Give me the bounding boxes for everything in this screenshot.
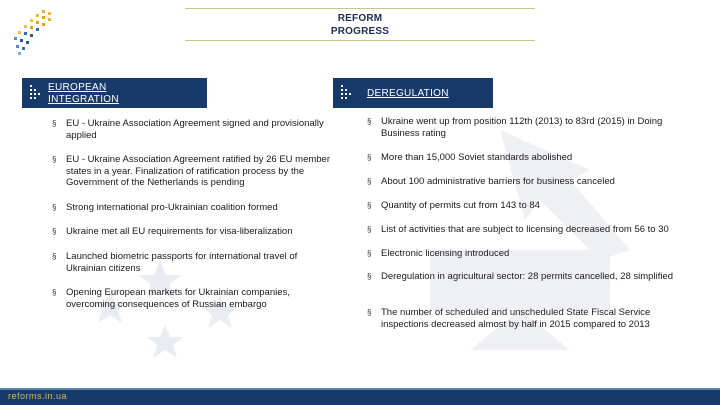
- list-item-text: EU - Ukraine Association Agreement ratified by 26 EU member states in a year. Finalization of ratification process by the Government of the Netherlands is pending: [66, 154, 331, 188]
- list-item: [367, 248, 509, 260]
- list-item: [52, 154, 332, 189]
- bullet-icon: §: [52, 288, 57, 297]
- list-item-text: Launched biometric passports for international travel of Ukrainian citizens: [66, 251, 298, 274]
- logo-dots-icon: [14, 10, 51, 55]
- bullet-arrow-icon: [30, 85, 42, 101]
- list-item: [52, 118, 332, 141]
- list-item-text: Deregulation in agricultural sector: 28 permits cancelled, 28 simplified: [381, 271, 674, 282]
- bullet-icon: §: [52, 252, 57, 261]
- european-integration-header: [22, 78, 207, 108]
- title-line-1: REFORM: [337, 13, 383, 24]
- bullet-icon: §: [52, 119, 57, 128]
- list-item-text: Ukraine met all EU requirements for visa-liberalization: [66, 226, 293, 237]
- bullet-icon: §: [367, 177, 372, 186]
- list-item: [367, 176, 615, 188]
- title-text: [185, 9, 535, 40]
- list-item: [367, 200, 540, 212]
- bullet-icon: §: [367, 249, 372, 258]
- list-item-text: Quantity of permits cut from 143 to 84: [381, 200, 540, 211]
- european-integration-title: EUROPEAN INTEGRATION: [48, 82, 119, 105]
- bullet-icon: §: [52, 203, 57, 212]
- bullet-icon: §: [367, 308, 372, 317]
- list-item-text: Strong international pro-Ukrainian coalition formed: [66, 202, 278, 213]
- list-item-text: Electronic licensing introduced: [381, 248, 510, 259]
- bullet-icon: §: [367, 153, 372, 162]
- bullet-arrow-icon: [341, 85, 353, 101]
- list-item: [367, 307, 697, 330]
- title-line-2: PROGRESS: [330, 26, 390, 37]
- title-rule-bottom: [185, 40, 535, 41]
- bullet-icon: §: [52, 227, 57, 236]
- list-item: [367, 116, 697, 139]
- footer-stripe: [0, 388, 720, 390]
- footer-url[interactable]: reforms.in.ua: [8, 391, 68, 401]
- list-item-text: Ukraine went up from position 112th (2013) to 83rd (2015) in Doing Business rating: [381, 116, 663, 139]
- list-item-text: Opening European markets for Ukrainian companies, overcoming consequences of Russian embargo: [66, 287, 290, 310]
- bullet-icon: §: [367, 272, 372, 281]
- list-item: [367, 271, 673, 283]
- list-item: [52, 287, 332, 310]
- list-item: [52, 226, 293, 238]
- list-item-text: More than 15,000 Soviet standards abolished: [381, 152, 573, 163]
- list-item-text: About 100 administrative barriers for business canceled: [381, 176, 615, 187]
- deregulation-title: DEREGULATION: [367, 88, 449, 99]
- list-item-text: List of activities that are subject to licensing decreased from 56 to 30: [381, 224, 669, 235]
- list-item-text: The number of scheduled and unscheduled State Fiscal Service inspections decreased almost by half in 2015 compared to 2013: [381, 307, 651, 330]
- list-item: [367, 152, 572, 164]
- deregulation-header: [333, 78, 493, 108]
- reforms-logo: [8, 6, 62, 60]
- bullet-icon: §: [367, 117, 372, 126]
- bullet-icon: §: [367, 225, 372, 234]
- list-item: [367, 224, 669, 236]
- list-item: [52, 251, 332, 274]
- list-item-text: EU - Ukraine Association Agreement signed and provisionally applied: [66, 118, 324, 141]
- slide-title: [185, 8, 535, 41]
- bullet-icon: §: [52, 155, 57, 164]
- list-item: [52, 202, 278, 214]
- footer-bar: [0, 388, 720, 405]
- bullet-icon: §: [367, 201, 372, 210]
